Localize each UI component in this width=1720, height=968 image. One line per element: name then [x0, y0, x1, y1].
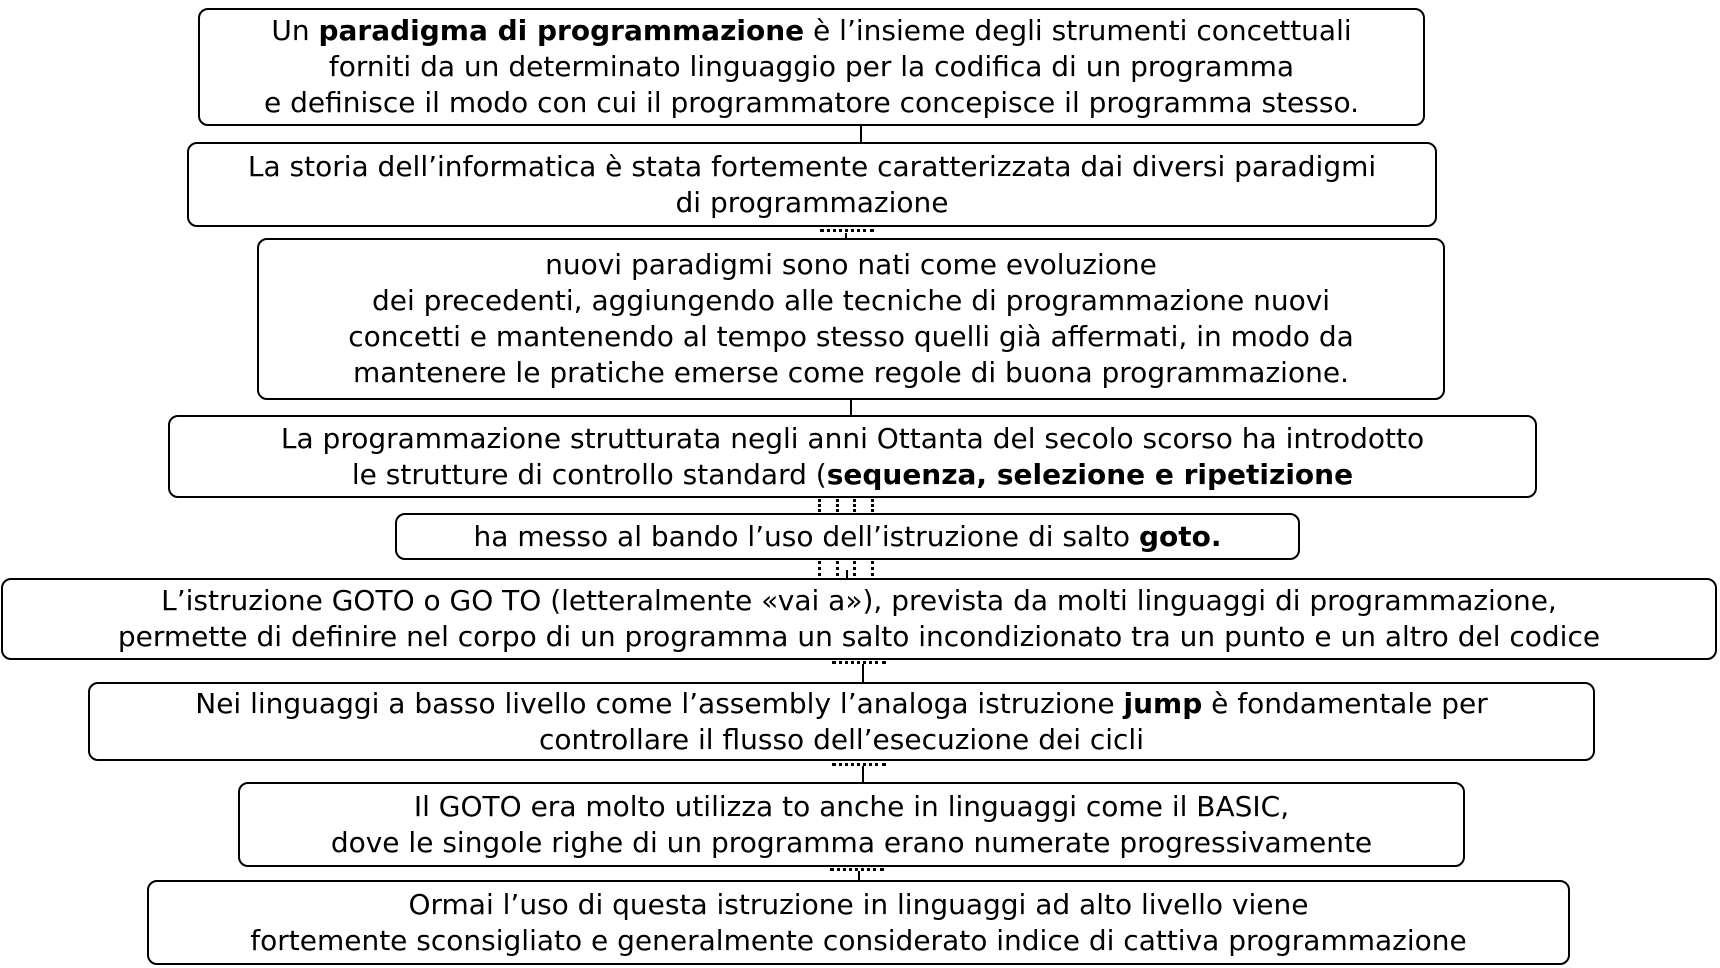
node-text-line: ha messo al bando l’uso dell’istruzione di salto goto. — [473, 519, 1222, 553]
node-text-line: Un paradigma di programmazione è l’insieme degli strumenti concettuali — [271, 14, 1352, 47]
node-istruzione-goto[interactable] — [1, 578, 1717, 660]
node-bando-goto[interactable] — [395, 513, 1300, 560]
node-text-line: Nei linguaggi a basso livello come l’assembly l’analoga istruzione jump è fondamentale per — [195, 686, 1488, 720]
connector-dots — [820, 229, 874, 232]
connector-dots — [832, 661, 886, 664]
node-text-line: di programmazione — [675, 185, 949, 219]
node-text-line: concetti e mantenendo al tempo stesso quelli già affermati, in modo da — [348, 320, 1354, 353]
connector-dots — [832, 763, 886, 766]
connector-dotted-ticks — [818, 499, 874, 512]
node-nuovi-paradigmi[interactable] — [257, 238, 1445, 400]
connector-line — [850, 400, 852, 415]
node-text-line: permette di definire nel corpo di un programma un salto incondizionato tra un punto e un altro del codice — [117, 620, 1601, 653]
node-text-line: La storia dell’informatica è stata fortemente caratterizzata dai diversi paradigmi — [247, 149, 1377, 183]
node-storia-informatica[interactable] — [187, 142, 1437, 227]
node-programmazione-strutturata[interactable] — [168, 415, 1537, 498]
node-goto-sconsigliato[interactable] — [147, 880, 1570, 965]
node-text-line: dei precedenti, aggiungendo alle tecniche di programmazione nuovi — [371, 284, 1331, 317]
connector-line — [846, 570, 848, 578]
node-text-line: forniti da un determinato linguaggio per la codifica di un programma — [328, 50, 1295, 83]
node-text-line: e definisce il modo con cui il programmatore concepisce il programma stesso. — [264, 86, 1359, 119]
node-text-line: Il GOTO era molto utilizza to anche in linguaggi come il BASIC, — [413, 789, 1290, 823]
node-assembly-jump[interactable] — [88, 682, 1595, 761]
connector-dots — [830, 868, 884, 871]
node-text-line: mantenere le pratiche emerse come regole di buona programmazione. — [353, 356, 1349, 389]
node-text-line: Ormai l’uso di questa istruzione in linguaggi ad alto livello viene — [408, 887, 1309, 921]
bold-term: goto. — [1138, 519, 1222, 553]
bold-term: sequenza, selezione e ripetizione — [826, 457, 1354, 491]
node-text-line: fortemente sconsigliato e generalmente considerato indice di cattiva programmazione — [250, 923, 1467, 957]
connector-line — [860, 126, 862, 142]
connector-line — [862, 766, 864, 783]
bold-term: jump — [1123, 686, 1203, 720]
node-text-line: L’istruzione GOTO o GO TO (letteralmente «vai a»), prevista da molti linguaggi di programmazione, — [161, 584, 1557, 617]
bold-term: paradigma di programmazione — [318, 14, 805, 47]
node-text-line: le strutture di controllo standard (sequenza, selezione e ripetizione — [351, 457, 1354, 491]
connector-line — [862, 664, 864, 683]
node-text-line: nuovi paradigmi sono nati come evoluzione — [545, 248, 1157, 281]
node-text-line: dove le singole righe di un programma erano numerate progressivamente — [330, 825, 1373, 859]
node-text-line: controllare il flusso dell’esecuzione dei cicli — [539, 722, 1144, 756]
node-text-line: La programmazione strutturata negli anni Ottanta del secolo scorso ha introdotto — [280, 421, 1425, 455]
node-goto-basic[interactable] — [238, 782, 1465, 867]
node-paradigma-definizione[interactable] — [198, 8, 1425, 126]
